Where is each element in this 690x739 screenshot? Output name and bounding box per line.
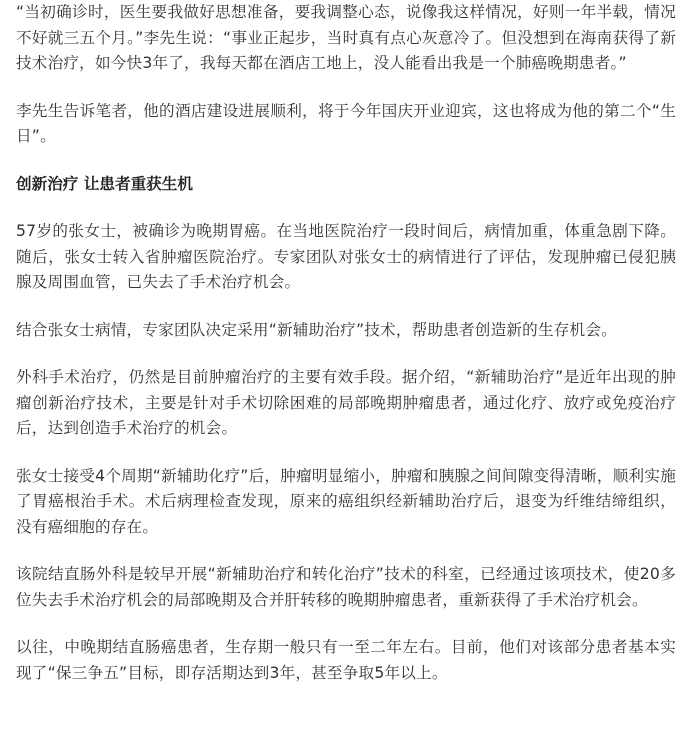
article-paragraph: 57岁的张女士，被确诊为晚期胃癌。在当地医院治疗一段时间后，病情加重，体重急剧下降。随后，张女士转入省肿瘤医院治疗。专家团队对张女士的病情进行了评估，发现肿瘤已侵犯胰腺及周围血管，已失去了手术治疗机会。 bbox=[16, 222, 676, 291]
article-paragraph: “当初确诊时，医生要我做好思想准备，要我调整心态，说像我这样情况，好则一年半载，情况不好就三五个月。”李先生说：“事业正起步，当时真有点心灰意冷了。但没想到在海南获得了新技术治疗，如今快3年了，我每天都在酒店工地上，没人能看出我是一个肺癌晚期患者。” bbox=[16, 3, 676, 72]
article-paragraph: 结合张女士病情，专家团队决定采用“新辅助治疗”技术，帮助患者创造新的生存机会。 bbox=[16, 320, 617, 339]
article-body bbox=[16, 0, 676, 686]
article-paragraph: 外科手术治疗，仍然是目前肿瘤治疗的主要有效手段。据介绍，“新辅助治疗”是近年出现的肿瘤创新治疗技术，主要是针对手术切除困难的局部晚期肿瘤患者，通过化疗、放疗或免疫治疗后，达到创造手术治疗的机会。 bbox=[16, 368, 676, 437]
section-heading: 创新治疗 让患者重获生机 bbox=[16, 174, 193, 193]
article-paragraph: 该院结直肠外科是较早开展“新辅助治疗和转化治疗”技术的科室，已经通过该项技术，使20多位失去手术治疗机会的局部晚期及合并肝转移的晚期肿瘤患者，重新获得了手术治疗机会。 bbox=[16, 565, 676, 609]
article-paragraph: 李先生告诉笔者，他的酒店建设进展顺利，将于今年国庆开业迎宾，这也将成为他的第二个“生日”。 bbox=[16, 101, 676, 145]
article-paragraph: 以往，中晚期结直肠癌患者，生存期一般只有一至二年左右。目前，他们对该部分患者基本实现了“保三争五”目标，即存活期达到3年，甚至争取5年以上。 bbox=[16, 638, 676, 682]
article-paragraph: 张女士接受4个周期“新辅助化疗”后，肿瘤明显缩小，肿瘤和胰腺之间间隙变得清晰，顺利实施了胃癌根治手术。术后病理检查发现，原来的癌组织经新辅助治疗后，退变为纤维结缔组织，没有癌细胞的存在。 bbox=[16, 466, 676, 536]
